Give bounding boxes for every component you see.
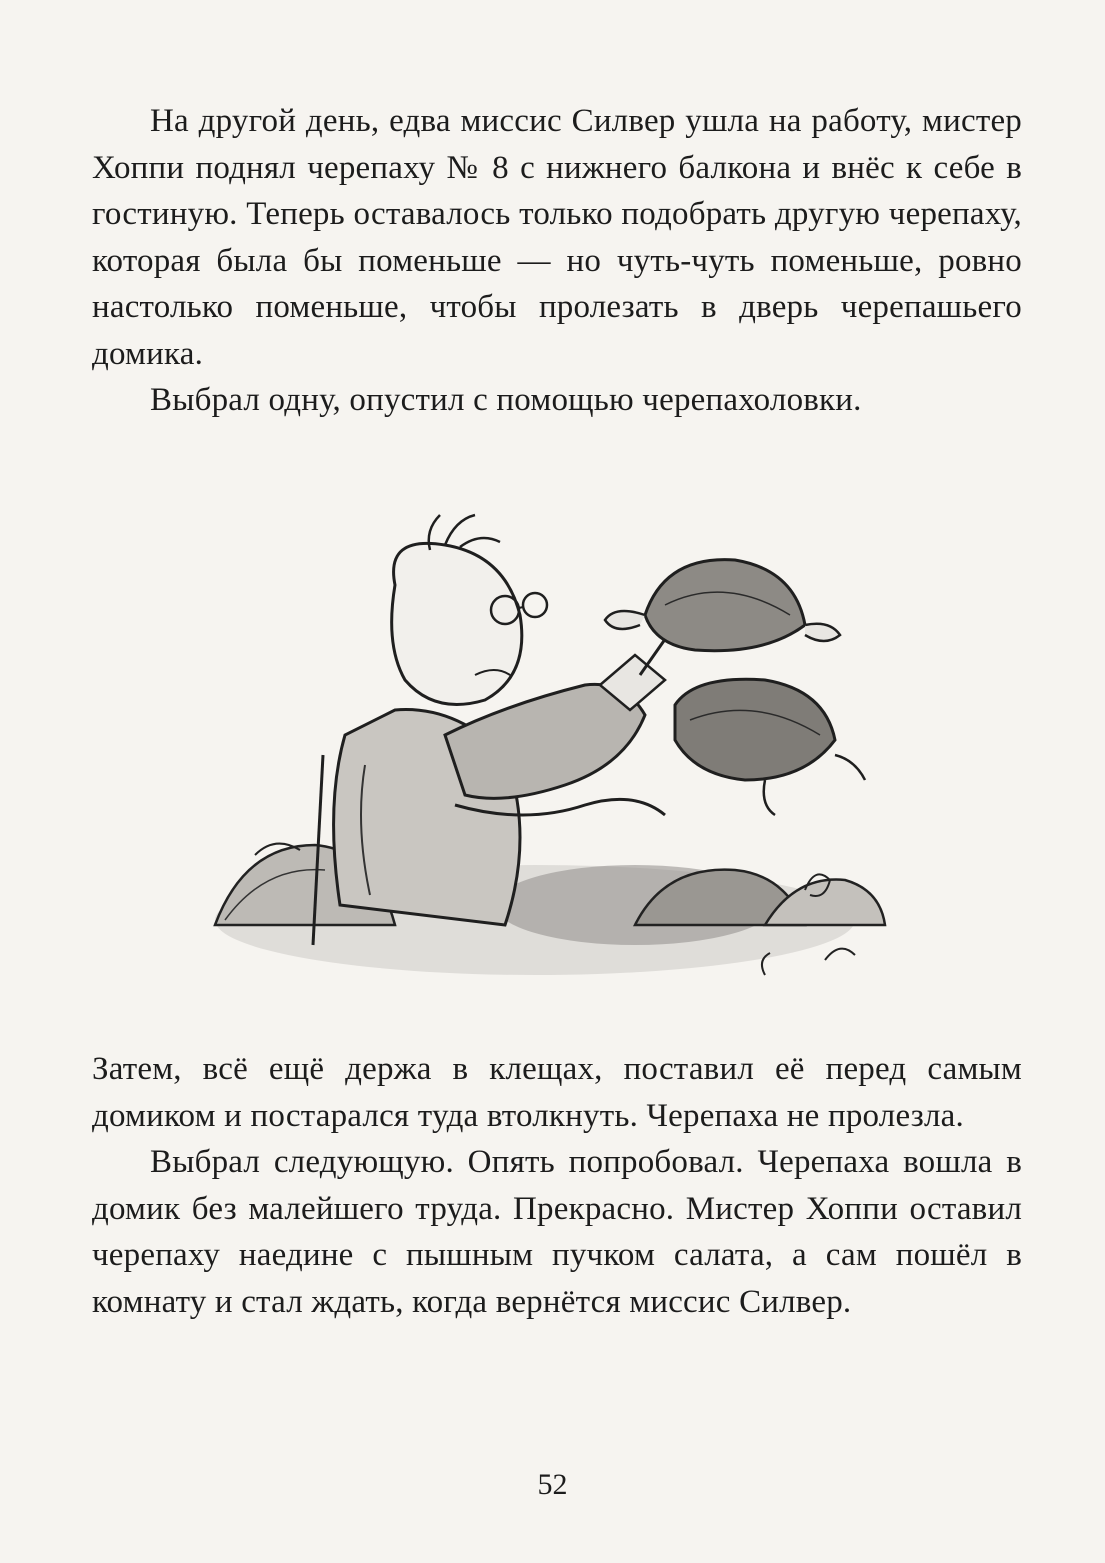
paragraph: Выбрал следующую. Опять попробовал. Черепаха вошла в домик без малейшего труда. Прекрасно. Мистер Хоппи оставил черепаху наедине с пышным пучком салата, а сам пошёл в комнату и стал ждать, когда вернётся миссис Силвер. [92,1144,1022,1320]
text-block-bottom [92,1046,1022,1325]
man-with-tortoises-illustration [205,505,895,995]
paragraph: Затем, всё ещё держа в клещах, поставил её перед самым домиком и постарался туда втолкнуть. Черепаха не пролезла. [92,1051,1022,1134]
page-number: 52 [537,1468,568,1501]
paragraph: На другой день, едва миссис Силвер ушла на работу, мистер Хоппи поднял черепаху № 8 с нижнего балкона и внёс к себе в гостиную. Теперь оставалось только подобрать другую черепаху, которая была бы поменьше — но чуть-чуть поменьше, ровно настолько поменьше, чтобы пролезать в дверь черепашьего домика. [92,103,1022,372]
illustration-drawing [205,505,895,995]
text-block-top [92,98,1022,424]
paragraph: Выбрал одну, опустил с помощью черепахоловки. [150,382,862,418]
